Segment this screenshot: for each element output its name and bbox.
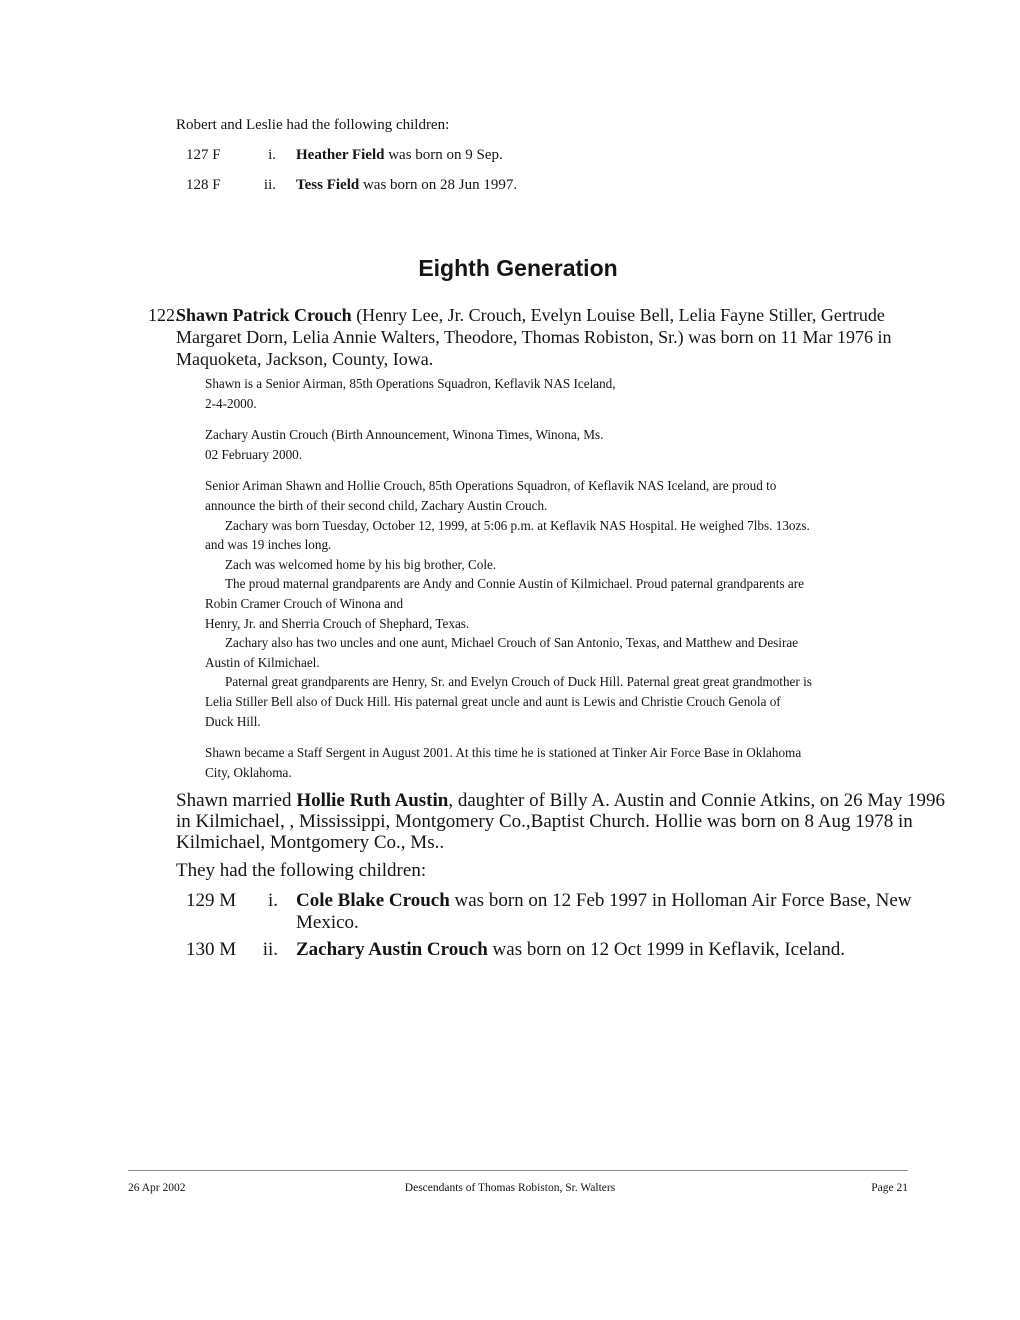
child-roman: ii.	[262, 939, 278, 960]
entry-line	[176, 304, 936, 326]
note-paragraph	[205, 476, 920, 731]
footer-page: Page 21	[871, 1182, 908, 1194]
notes-block	[205, 374, 920, 782]
child-name: Tess Field	[296, 177, 360, 193]
note-line: Robin Cramer Crouch of Winona and	[205, 595, 404, 611]
marriage-line: in Kilmichael, , Mississippi, Montgomery Co.,Baptist Church. Hollie was born on 8 Aug 1978 in	[176, 811, 913, 832]
child-number: 127 F	[186, 147, 221, 163]
note-line: The proud maternal grandparents are Andy and Connie Austin of Kilmichael. Proud paternal grandparents are	[225, 576, 804, 592]
entry-line: Margaret Dorn, Lelia Annie Walters, Theodore, Thomas Robiston, Sr.) was born on 11 Mar 1976 in	[176, 327, 892, 347]
child-text	[296, 939, 916, 961]
note-line: Duck Hill.	[205, 713, 261, 729]
note-line: and was 19 inches long.	[205, 537, 332, 553]
note-line: Zachary was born Tuesday, October 12, 1999, at 5:06 p.m. at Keflavik NAS Hospital. He weighed 7lbs. 13ozs.	[225, 517, 810, 533]
note-line: Henry, Jr. and Sherria Crouch of Shephard, Texas.	[205, 615, 470, 631]
child-roman: i.	[268, 147, 276, 163]
spouse-name: Hollie Ruth Austin	[296, 790, 449, 811]
child-number: 128 F	[186, 177, 221, 193]
child-birth-cont: Mexico.	[296, 912, 359, 933]
note-line: announce the birth of their second child, Zachary Austin Crouch.	[205, 497, 548, 513]
note-line: Lelia Stiller Bell also of Duck Hill. His paternal great uncle and aunt is Lewis and Christie Crouch Genola of	[205, 693, 781, 709]
footer-title: Descendants of Thomas Robiston, Sr. Walters	[404, 1182, 616, 1194]
child-birth: was born on 12 Oct 1999 in Keflavik, Iceland.	[487, 939, 846, 960]
note-paragraph	[205, 743, 920, 782]
child-name: Heather Field	[296, 147, 385, 163]
section-heading: Eighth Generation	[418, 255, 618, 281]
note-line: Zachary also has two uncles and one aunt, Michael Crouch of San Antonio, Texas, and Matthew and Desirae	[225, 635, 799, 651]
marriage-pre: Shawn married	[176, 790, 297, 811]
footer-date: 26 Apr 2002	[128, 1182, 186, 1194]
child-text	[296, 890, 916, 934]
note-line: Austin of Kilmichael.	[205, 654, 320, 670]
entry-line: Maquoketa, Jackson, County, Iowa.	[176, 349, 434, 369]
note-line: 02 February 2000.	[205, 446, 303, 462]
entry-number: 122.	[148, 305, 180, 325]
note-line: City, Oklahoma.	[205, 764, 292, 780]
child-roman: ii.	[263, 177, 276, 193]
note-line: 2-4-2000.	[205, 395, 257, 411]
child-birth: was born on 12 Feb 1997 in Holloman Air Force Base, New	[449, 890, 912, 911]
marriage-line	[176, 790, 945, 811]
child-name: Cole Blake Crouch	[296, 890, 450, 911]
note-line: Zachary Austin Crouch (Birth Announcement, Winona Times, Winona, Ms.	[205, 427, 604, 443]
child-text	[296, 176, 517, 195]
marriage-rest: , daughter of Billy A. Austin and Connie Atkins, on 26 May 1996	[448, 790, 945, 811]
note-line: Shawn became a Staff Sergent in August 2001. At this time he is stationed at Tinker Air Force Base in Oklahoma	[205, 745, 802, 761]
marriage-line: Kilmichael, Montgomery Co., Ms..	[176, 832, 445, 853]
note-line: Zach was welcomed home by his big brother, Cole.	[225, 556, 497, 572]
child-number: 130 M	[186, 939, 237, 960]
child-name: Zachary Austin Crouch	[296, 939, 488, 960]
footer-rule	[128, 1170, 908, 1171]
children-intro-robert-leslie: Robert and Leslie had the following children:	[176, 117, 450, 133]
child-number: 129 M	[186, 890, 237, 911]
child-text	[296, 146, 503, 165]
note-paragraph	[205, 425, 920, 464]
note-line: Senior Ariman Shawn and Hollie Crouch, 85th Operations Squadron, of Keflavik NAS Iceland, are proud to	[205, 478, 777, 494]
note-paragraph	[205, 374, 920, 413]
child-birth: was born on 28 Jun 1997.	[359, 177, 518, 193]
note-line: Paternal great grandparents are Henry, Sr. and Evelyn Crouch of Duck Hill. Paternal great great grandmother is	[225, 674, 812, 690]
child-roman: i.	[267, 890, 278, 911]
note-line: Shawn is a Senior Airman, 85th Operations Squadron, Keflavik NAS Iceland,	[205, 376, 616, 391]
entry-block	[176, 304, 936, 370]
entry-parents: (Henry Lee, Jr. Crouch, Evelyn Louise Bell, Lelia Fayne Stiller, Gertrude	[351, 305, 885, 325]
entry-name: Shawn Patrick Crouch	[176, 305, 352, 325]
child-birth: was born on 9 Sep.	[384, 147, 503, 163]
marriage-block	[176, 790, 945, 853]
children-intro: They had the following children:	[176, 860, 427, 881]
